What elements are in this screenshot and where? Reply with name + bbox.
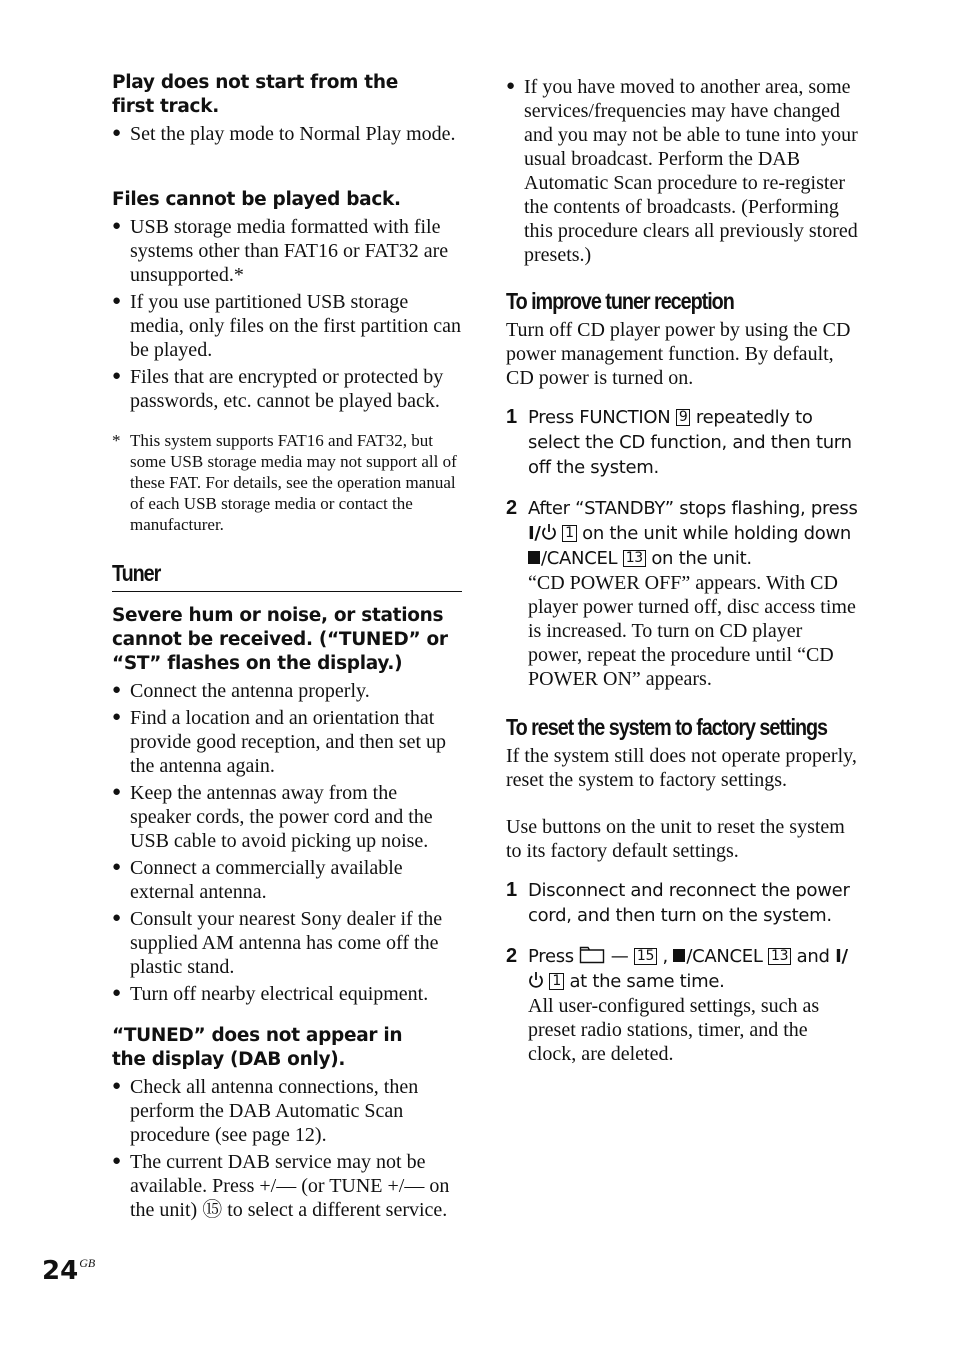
button-number-badge: 15 <box>634 948 657 965</box>
improve-reception-intro: Turn off CD player power by using the CD power management function. By default, CD power is turned on. <box>506 319 851 389</box>
step-number: 1 <box>506 406 518 428</box>
step-instruction: After “STANDBY” stops flashing, press I/ 1 on the unit while holding down /CANCEL 13 on the unit. <box>528 498 858 569</box>
folder-icon <box>579 946 605 964</box>
step-number: 1 <box>506 879 518 901</box>
improve-reception-title: To improve tuner reception <box>506 288 734 314</box>
reset-intro-2: Use buttons on the unit to reset the system to its factory default settings. <box>506 816 845 862</box>
button-number-badge: 1 <box>562 525 577 542</box>
list-item: ● Check all antenna connections, then perform the DAB Automatic Scan procedure (see page 12). <box>112 1076 419 1146</box>
step-instruction: Press — 15 , /CANCEL 13 and I/ 1 at the same time. <box>528 946 848 992</box>
section-divider <box>112 591 462 592</box>
bullet-dot: ● <box>112 125 122 141</box>
power-standby-icon <box>528 971 544 989</box>
button-number-badge: 13 <box>768 948 791 965</box>
list-item: ● The current DAB service may not be available. Press +/— (or TUNE +/— on the unit) ⑮ to select a different service. <box>112 1151 450 1221</box>
region-code: GB <box>79 1256 96 1270</box>
reset-intro-1: If the system still does not operate properly, reset the system to factory settings. <box>506 745 857 791</box>
files-issue-heading: Files cannot be played back. <box>112 189 401 210</box>
reset-system-title: To reset the system to factory settings <box>506 714 828 740</box>
tuner-section-title: Tuner <box>112 560 161 586</box>
button-number-badge: 1 <box>549 973 564 990</box>
footnote-mark: * <box>112 431 121 450</box>
list-item: ● If you use partitioned USB storage media, only files on the first partition can be played. <box>112 291 462 361</box>
bullet-dot: ● <box>112 682 122 698</box>
hum-issue-heading: Severe hum or noise, or stations cannot be received. (“TUNED” or “ST” flashes on the display.) <box>112 605 448 674</box>
list-item: ● Find a location and an orientation that provide good reception, and then set up the antenna again. <box>112 707 447 777</box>
list-item: ● Connect a commercially available external antenna. <box>112 857 403 903</box>
bullet-dot: ● <box>506 78 516 94</box>
reset-step-2 <box>506 944 858 1066</box>
step-number: 2 <box>506 497 518 519</box>
step-number: 2 <box>506 945 518 967</box>
reset-step-1 <box>506 878 858 928</box>
list-item: ● USB storage media formatted with file systems other than FAT16 or FAT32 are unsupported.* <box>112 216 449 286</box>
improve-step-1 <box>506 405 858 480</box>
bullet-dot: ● <box>112 293 122 309</box>
bullet-dot: ● <box>112 985 122 1001</box>
bullet-dot: ● <box>112 1078 122 1094</box>
improve-step-2 <box>506 496 858 691</box>
stop-square-icon <box>528 551 540 564</box>
power-standby-icon <box>541 523 557 541</box>
bullet-dot: ● <box>112 910 122 926</box>
list-item: ● Keep the antennas away from the speaker cords, the power cord and the USB cable to avoid picking up noise. <box>112 782 433 852</box>
footnote: * This system supports FAT16 and FAT32, but some USB storage media may not support all of these FAT. For details, see the operation manual of each USB storage media or contact the manufacturer. <box>112 431 457 534</box>
list-item: ● Files that are encrypted or protected by passwords, etc. cannot be played back. <box>112 366 444 412</box>
list-item: ● Connect the antenna properly. <box>112 680 370 702</box>
list-item: ● Consult your nearest Sony dealer if the supplied AM antenna has come off the plastic stand. <box>112 908 443 978</box>
stop-square-icon <box>673 949 685 962</box>
step-instruction: Press FUNCTION 9 repeatedly to select the CD function, and then turn off the system. <box>528 407 852 478</box>
bullet-dot: ● <box>112 1153 122 1169</box>
bullet-dot: ● <box>112 368 122 384</box>
page-number: $24^{GB}$ <box>42 1256 96 1286</box>
step-instruction: Disconnect and reconnect the power cord, and then turn on the system. <box>528 880 850 926</box>
step-result: All user-configured settings, such as preset radio stations, timer, and the clock, are deleted. <box>528 995 820 1065</box>
step-result: “CD POWER OFF” appears. With CD player power turned off, disc access time is increased. To turn on CD player power, repeat the procedure until “CD POWER ON” appears. <box>528 572 856 690</box>
list-item: ● Turn off nearby electrical equipment. <box>112 983 429 1005</box>
button-number-badge: 13 <box>623 550 646 567</box>
bullet-dot: ● <box>112 218 122 234</box>
button-number-badge: 9 <box>676 409 691 426</box>
bullet-dot: ● <box>112 784 122 800</box>
list-item: ● Set the play mode to Normal Play mode. <box>112 123 456 145</box>
bullet-dot: ● <box>112 709 122 725</box>
tuned-issue-heading: “TUNED” does not appear in the display (DAB only). <box>112 1025 403 1070</box>
bullet-dot: ● <box>112 859 122 875</box>
play-issue-heading: Play does not start from the first track. <box>112 72 398 117</box>
list-item: ● If you have moved to another area, some services/frequencies may have changed and you may not be able to tune into your usual broadcast. Perform the DAB Automatic Scan procedure to re-register the contents of broadcasts. (Performing this procedure clears all previously stored presets.) <box>506 76 858 266</box>
